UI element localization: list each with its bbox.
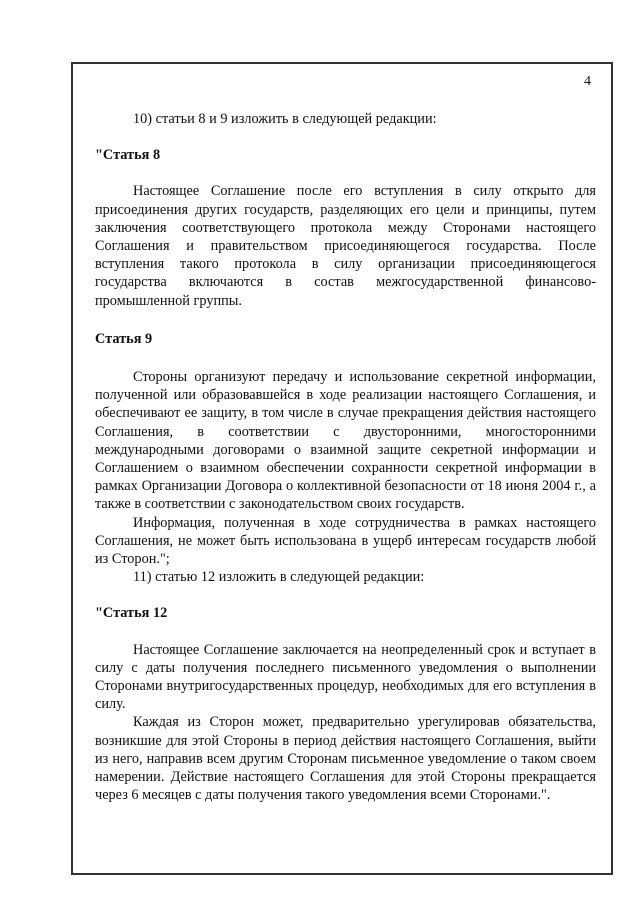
article-9-paragraph-2: Информация, полученная в ходе сотрудничества в рамках настоящего Соглашения, не может быть использована в ущерб интересам государств любой из Сторон."; [95,514,596,568]
article-12-paragraph-1: Настоящее Соглашение заключается на неопределенный срок и вступает в силу с даты получения последнего письменного уведомления о выполнении Сторонами внутригосударственных процедур, необходимых для его вступления в силу. [95,641,596,713]
article-9-heading: Статья 9 [95,330,153,347]
document-body [95,110,596,805]
page-number: 4 [584,74,591,89]
amendment-item-11: 11) статью 12 изложить в следующей редакции: [133,569,425,586]
article-12-heading: "Статья 12 [95,605,168,622]
article-12-paragraph-2: Каждая из Сторон может, предварительно урегулировав обязательства, возникшие для этой Стороны в период действия настоящего Соглашения, выйти из него, направив всем другим Сторонам письменное уведомление о таком своем намерении. Действие настоящего Соглашения для этой Стороны прекращается через 6 месяцев с даты получения такого уведомления всеми Сторонами.". [95,714,596,804]
article-8-text: Настоящее Соглашение после его вступления в силу открыто для присоединения других государств, разделяющих его цели и принципы, путем заключения соответствующего протокола между Сторонами настоящего Соглашения и правительством присоединяющегося государства. После вступления такого протокола в силу организации присоединяющегося государства включаются в состав межгосударственной финансово-промышленной группы. [95,183,596,309]
amendment-item-10: 10) статьи 8 и 9 изложить в следующей редакции: [133,111,437,127]
article-9-paragraph-1: Стороны организуют передачу и использование секретной информации, полученной или образовавшейся в ходе реализации настоящего Соглашения, и обеспечивают ее защиту, в том числе в случае прекращения действия настоящего Соглашения, в соответствии с двусторонними, многосторонними международными договорами о взаимной защите секретной информации и Соглашением о взаимном обеспечении сохранности секретной информации в рамках Организации Договора о коллективной безопасности от 18 июня 2004 г., а также в соответствии с законодательством своих государств. [95,369,596,513]
article-8-heading: "Статья 8 [95,147,161,164]
